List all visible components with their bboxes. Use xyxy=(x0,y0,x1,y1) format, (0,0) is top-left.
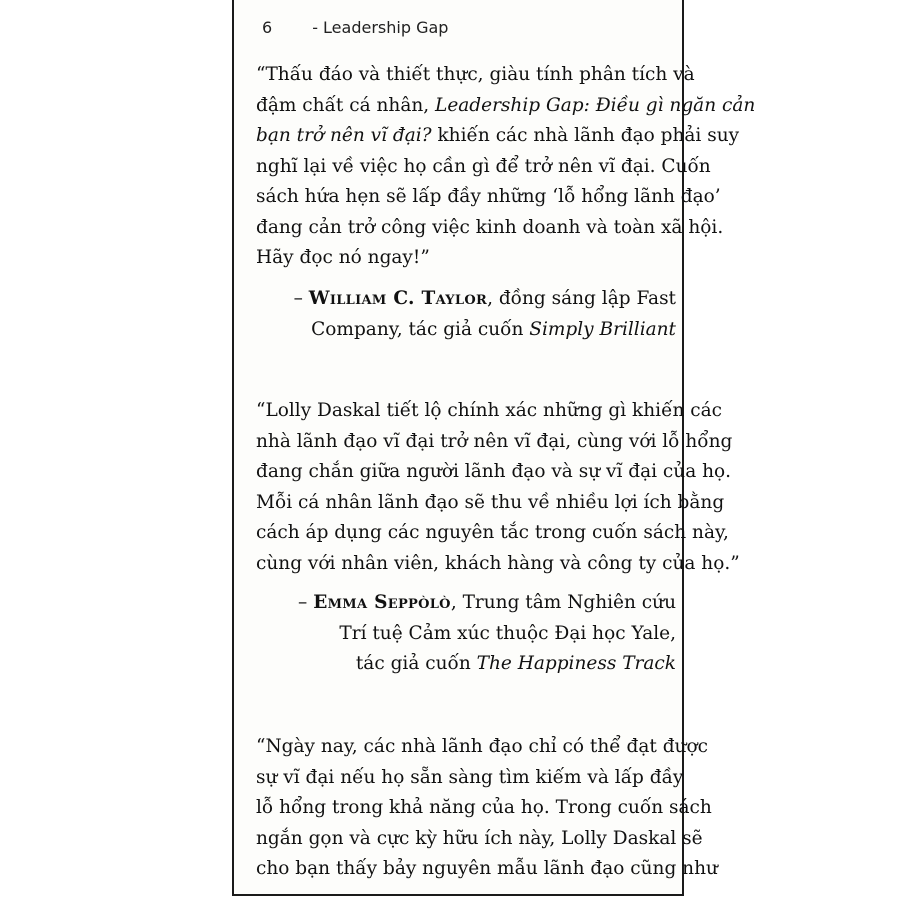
running-head xyxy=(262,18,448,37)
quote-line: “Lolly Daskal tiết lộ chính xác những gì khiến các xyxy=(256,400,723,421)
quote-line: bạn trở nên vĩ đại? khiến các nhà lãnh đạo phải suy xyxy=(256,125,740,146)
author-name: William C. Taylor xyxy=(308,288,488,309)
quote-line: sự vĩ đại nếu họ sẵn sàng tìm kiếm và lấp đầy xyxy=(256,766,684,788)
author-name: Emma Seppòlò xyxy=(313,592,451,613)
attribution-line: Trí tuệ Cảm xúc thuộc Đại học Yale, xyxy=(339,622,676,644)
book-title: bạn trở nên vĩ đại? xyxy=(256,125,432,146)
attribution-line: Company, tác giả cuốn Simply Brilliant xyxy=(311,318,676,340)
book-title: Simply Brilliant xyxy=(529,318,676,340)
quote-line: lỗ hổng trong khả năng của họ. Trong cuốn sách xyxy=(256,797,712,818)
attribution-line: tác giả cuốn The Happiness Track xyxy=(355,653,676,674)
quote-line: cho bạn thấy bảy nguyên mẫu lãnh đạo cũng như xyxy=(256,858,718,879)
quote-line: nghĩ lại về việc họ cần gì để trở nên vĩ đại. Cuốn xyxy=(256,155,711,177)
attribution-2 xyxy=(298,588,676,680)
attribution-line: – Emma Seppòlò, Trung tâm Nghiên cứu xyxy=(298,592,676,613)
quote-line: đang cản trở công việc kinh doanh và toàn xã hội. xyxy=(256,216,724,238)
quote-line: Hãy đọc nó ngay!” xyxy=(256,247,430,268)
attribution-line: – William C. Taylor, đồng sáng lập Fast xyxy=(293,288,676,309)
quote-line: “Ngày nay, các nhà lãnh đạo chỉ có thể đạt được xyxy=(256,736,708,757)
quote-line: ngắn gọn và cực kỳ hữu ích này, Lolly Daskal sẽ xyxy=(256,827,703,849)
quote-line: Mỗi cá nhân lãnh đạo sẽ thu về nhiều lợi ích bằng xyxy=(256,491,725,513)
quote-line: đậm chất cá nhân, Leadership Gap: Điều gì ngăn cản xyxy=(256,94,756,116)
running-title: - Leadership Gap xyxy=(312,18,449,37)
book-title: The Happiness Track xyxy=(476,653,676,674)
quote-2 xyxy=(256,396,740,579)
quote-line: nhà lãnh đạo vĩ đại trở nên vĩ đại, cùng với lỗ hổng xyxy=(256,430,733,452)
quote-line: “Thấu đáo và thiết thực, giàu tính phân tích và xyxy=(256,64,695,85)
book-page xyxy=(232,0,756,896)
quote-line: cách áp dụng các nguyên tắc trong cuốn sách này, xyxy=(256,522,729,543)
quote-line: đang chắn giữa người lãnh đạo và sự vĩ đại của họ. xyxy=(256,461,732,482)
attribution-1 xyxy=(294,284,676,345)
quote-1 xyxy=(256,60,756,274)
quote-line: sách hứa hẹn sẽ lấp đầy những ‘lỗ hổng lãnh đạo’ xyxy=(256,186,721,207)
book-title: Leadership Gap: Điều gì ngăn cản xyxy=(435,94,756,116)
quote-3 xyxy=(256,732,718,885)
page-number: 6 xyxy=(262,18,273,37)
quote-line: cùng với nhân viên, khách hàng và công ty của họ.” xyxy=(256,552,740,574)
